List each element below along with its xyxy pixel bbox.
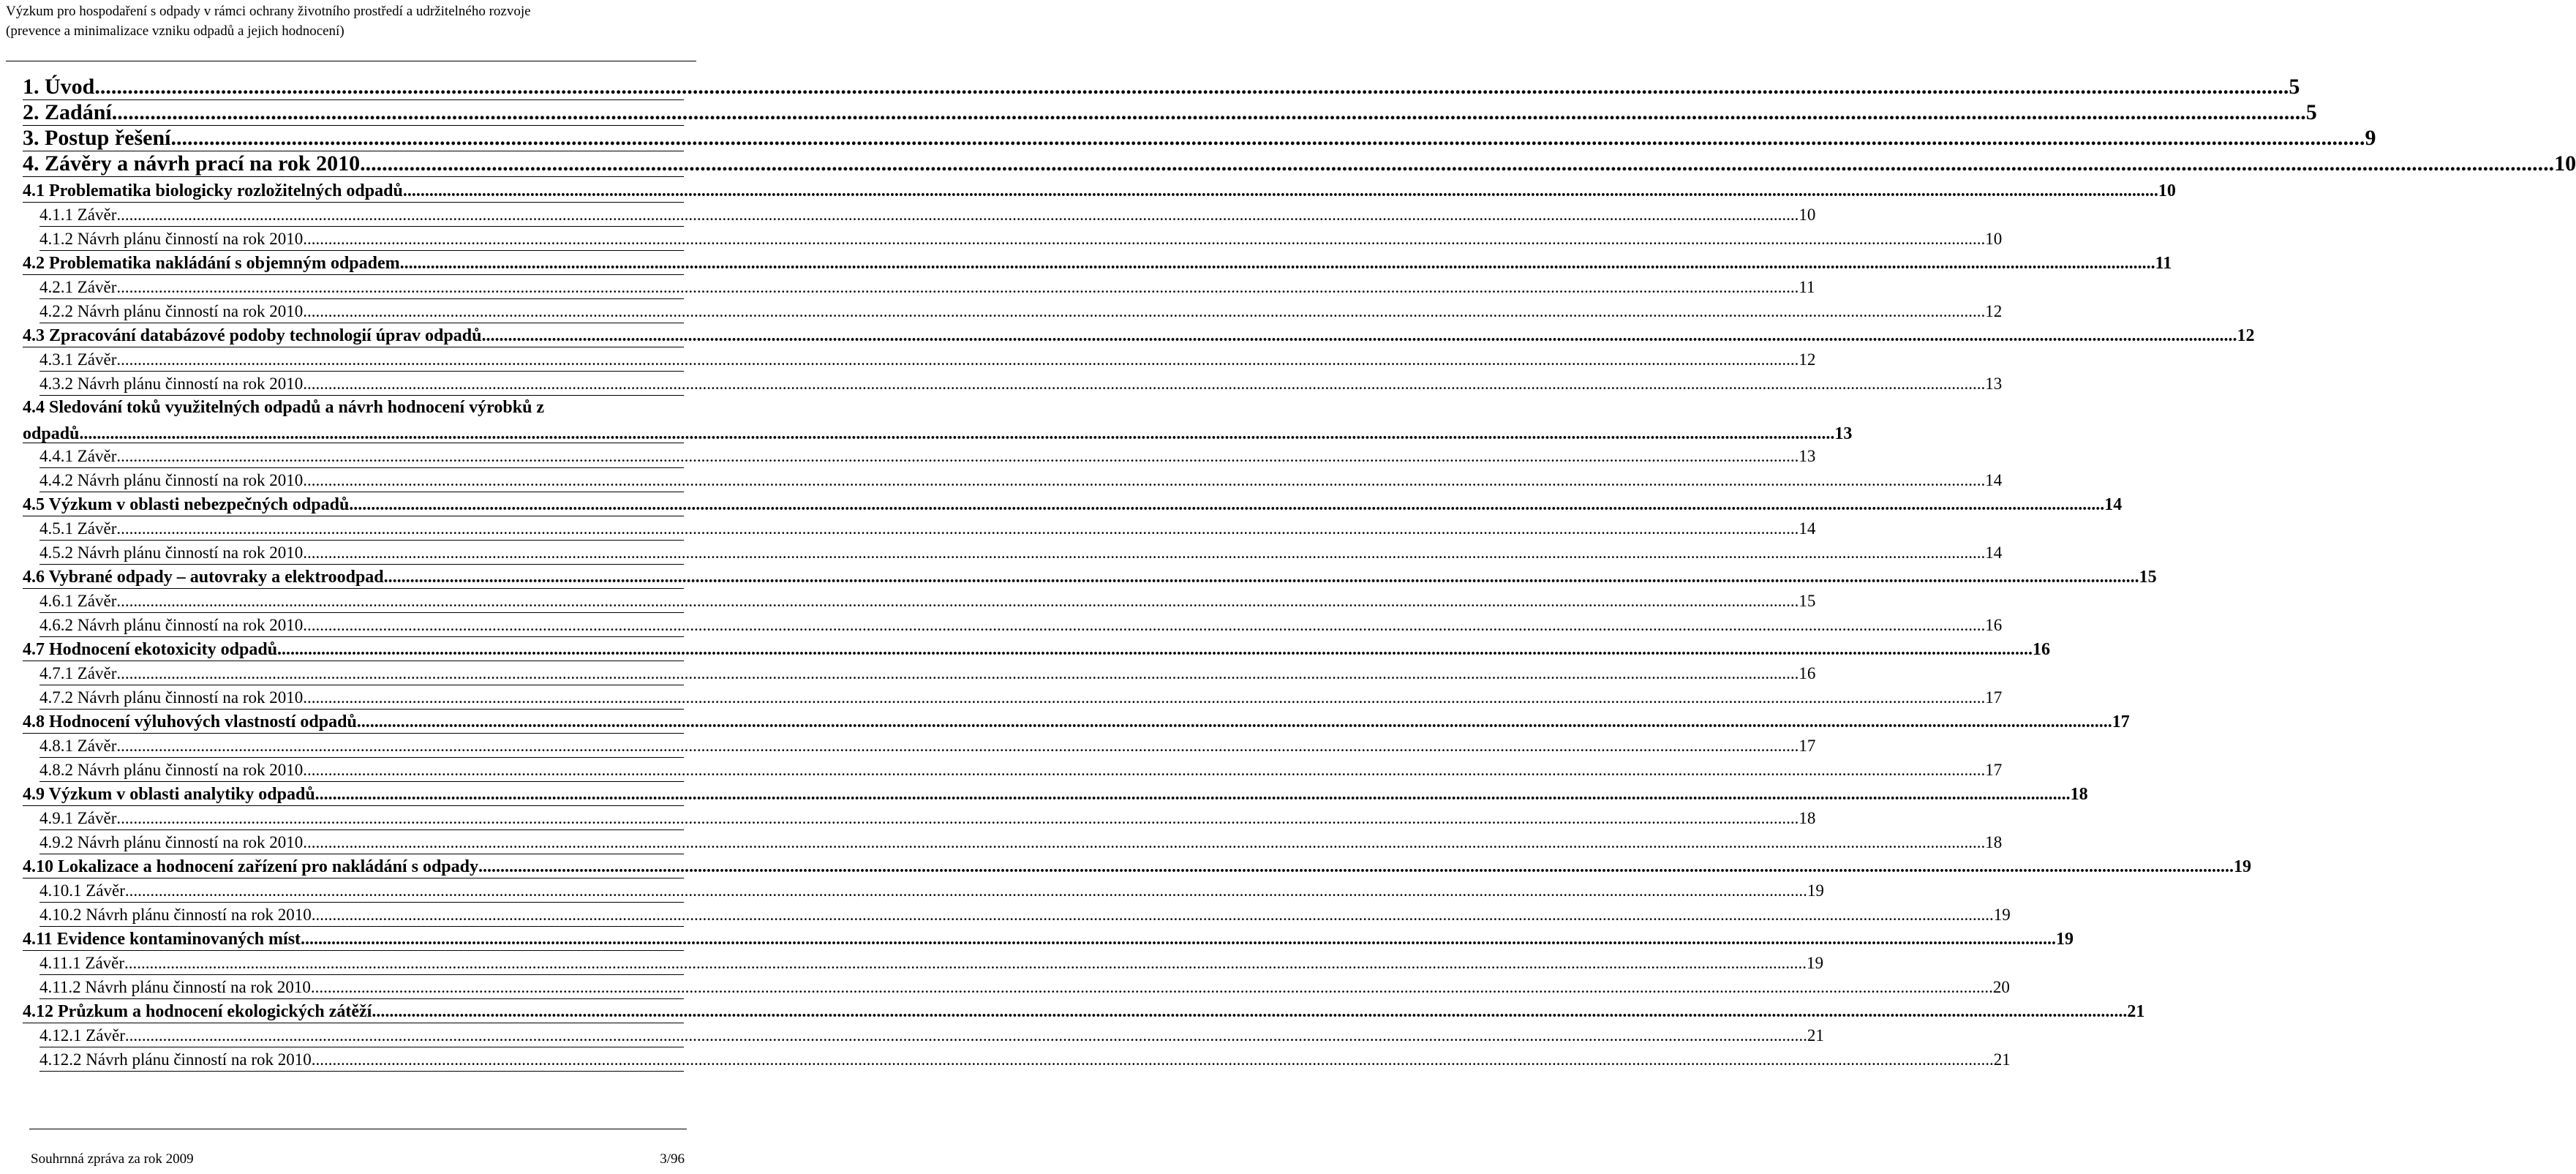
toc-entry[interactable] [39,371,2003,396]
toc-entry-title: 4. Závěry a návrh prací na rok 2010 [23,151,361,176]
toc-entry[interactable] [23,250,2172,275]
toc-entry[interactable] [23,998,2145,1023]
toc-entry-page: 14 [1985,543,2003,562]
toc-entry[interactable] [39,805,1816,830]
toc-entry[interactable] [39,757,2003,782]
toc-entry-title: 4.8.1 Závěr [39,737,117,755]
toc-entry[interactable] [39,274,1815,299]
toc-entry-title: 4.2 Problematika nakládání s objemným odpadem [23,254,400,273]
toc-leader-dots: ................................................................................................................................................................................................................................................................................................................................................................................................................ [116,206,1799,224]
toc-leader-dots: ................................................................................................................................................................................................................................................................................................................................................................................................................ [303,471,1986,489]
header-line-1: Výzkum pro hospodaření s odpady v rámci ochrany životního prostředí a udržitelného rozvoje [6,4,531,19]
toc-leader-dots: ................................................................................................................................................................................................................................................................................................................................................................................................................ [383,568,2139,587]
toc-leader-dots: ................................................................................................................................................................................................................................................................................................................................................................................................................ [116,737,1799,755]
toc-entry[interactable] [39,661,1816,685]
toc-entry[interactable] [39,950,1824,975]
toc-entry-title: 4.5.2 Návrh plánu činností na rok 2010 [39,543,304,562]
toc-entry-page: 17 [1985,761,2003,779]
toc-leader-dots: ................................................................................................................................................................................................................................................................................................................................................................................................................ [478,857,2234,876]
toc-leader-dots: ................................................................................................................................................................................................................................................................................................................................................................................................................ [303,761,1986,779]
toc-leader-dots: ................................................................................................................................................................................................................................................................................................................................................................................................................ [481,326,2237,345]
toc-entry-title: 4.7.1 Závěr [39,664,117,682]
toc-entry[interactable] [23,636,2051,661]
toc-entry-page: 10 [1799,206,1816,224]
toc-entry-page: 11 [1799,278,1815,296]
toc-entry[interactable] [39,829,2003,854]
toc-entry-title: 4.3 Zpracování databázové podoby technologií úprav odpadů [23,326,482,345]
toc-leader-dots: ................................................................................................................................................................................................................................................................................................................................................................................................................ [116,519,1799,538]
toc-entry[interactable] [23,126,2376,151]
toc-entry-page: 19 [1993,906,2011,924]
toc-entry[interactable] [39,1023,1824,1047]
toc-leader-dots: ................................................................................................................................................................................................................................................................................................................................................................................................................ [124,954,1807,972]
toc-entry-page: 21 [1807,1026,1824,1045]
toc-entry[interactable] [23,709,2130,734]
toc-leader-dots: ................................................................................................................................................................................................................................................................................................................................................................................................................ [315,785,2071,804]
toc-entry-title: 4.6.2 Návrh plánu činností na rok 2010 [39,616,304,634]
toc-entry-title: 3. Postup řešení [23,126,171,150]
toc-entry[interactable] [39,540,2003,565]
toc-leader-dots: ................................................................................................................................................................................................................................................................................................................................................................................................................ [303,688,1986,707]
toc-entry-title: 4.11 Evidence kontaminovaných míst [23,930,301,949]
toc-entry[interactable] [23,75,2300,100]
toc-entry-page: 21 [2127,1002,2145,1021]
toc-entry[interactable] [39,733,1816,758]
toc-leader-dots: ................................................................................................................................................................................................................................................................................................................................................................................................................ [111,100,2306,124]
page-header [6,1,696,41]
toc-entry-page: 13 [1834,424,1853,443]
toc-entry-page: 13 [1985,375,2003,393]
toc-entry-title: 4.1 Problematika biologicky rozložitelných odpadů [23,181,403,200]
toc-leader-dots: ................................................................................................................................................................................................................................................................................................................................................................................................................ [349,495,2105,514]
toc-entry-title: 4.2.1 Závěr [39,278,117,296]
toc-entry-title: 1. Úvod [23,75,95,99]
toc-leader-dots: ................................................................................................................................................................................................................................................................................................................................................................................................................ [116,350,1799,369]
toc-entry-page: 19 [1807,954,1824,972]
toc-entry-title: 4.12 Průzkum a hodnocení ekologických zátěží [23,1002,372,1021]
toc-entry-title: 4.5.1 Závěr [39,519,117,538]
toc-leader-dots: ................................................................................................................................................................................................................................................................................................................................................................................................................ [170,126,2365,150]
toc-leader-dots: ................................................................................................................................................................................................................................................................................................................................................................................................................ [303,230,1986,248]
toc-entry-page: 15 [1799,592,1816,610]
toc-entry-title: 4.3.1 Závěr [39,350,117,369]
toc-entry-page: 5 [2305,100,2317,124]
toc-entry-page: 11 [2155,254,2172,273]
toc-entry-page: 14 [1799,519,1816,538]
toc-entry-page: 10 [2554,151,2576,176]
toc-entry-page: 10 [2158,181,2176,200]
toc-entry-page: 16 [2033,640,2051,659]
toc-entry-title: 4.3.2 Návrh plánu činností na rok 2010 [39,375,304,393]
toc-leader-dots: ................................................................................................................................................................................................................................................................................................................................................................................................................ [372,1002,2128,1021]
footer-title: Souhrnná zpráva za rok 2009 [31,1151,194,1167]
toc-entry[interactable] [23,926,2074,951]
toc-entry-title: 4.9.1 Závěr [39,809,117,827]
toc-leader-dots: ................................................................................................................................................................................................................................................................................................................................................................................................................ [94,75,2289,99]
toc-entry[interactable] [39,443,1816,468]
toc-entry[interactable] [39,902,2011,927]
toc-entry-title: 4.8 Hodnocení výluhových vlastností odpadů [23,712,357,731]
toc-entry-title: 4.11.2 Návrh plánu činností na rok 2010 [39,978,311,996]
toc-entry-title: 4.7 Hodnocení ekotoxicity odpadů [23,640,278,659]
toc-entry[interactable] [23,854,2251,878]
toc-leader-dots: ................................................................................................................................................................................................................................................................................................................................................................................................................ [303,375,1986,393]
toc-entry-page: 10 [1985,230,2003,248]
toc-leader-dots: ................................................................................................................................................................................................................................................................................................................................................................................................................ [303,616,1986,634]
toc-entry[interactable] [39,226,2003,251]
toc-entry-title: 4.1.2 Návrh plánu činností na rok 2010 [39,230,304,248]
toc-entry[interactable] [23,781,2088,806]
toc-entry-title: 4.4.2 Návrh plánu činností na rok 2010 [39,471,304,489]
toc-entry[interactable] [39,347,1816,372]
toc-entry-page: 13 [1799,447,1816,465]
toc-entry-page: 16 [1985,616,2003,634]
toc-entry[interactable] [39,298,2003,323]
toc-entry-page: 12 [1799,350,1816,369]
toc-entry-title: 4.9 Výzkum v oblasti analytiky odpadů [23,785,315,804]
toc-leader-dots: ................................................................................................................................................................................................................................................................................................................................................................................................................ [277,640,2033,659]
toc-leader-dots: ................................................................................................................................................................................................................................................................................................................................................................................................................ [311,1050,1994,1069]
toc-entry-title-cont: odpadů [23,424,80,443]
toc-leader-dots: ................................................................................................................................................................................................................................................................................................................................................................................................................ [360,151,2555,176]
toc-entry[interactable] [39,1047,2011,1072]
toc-leader-dots: ................................................................................................................................................................................................................................................................................................................................................................................................................ [301,930,2057,949]
toc-leader-dots: ................................................................................................................................................................................................................................................................................................................................................................................................................ [124,1026,1807,1045]
toc-entry-page: 17 [1985,688,2003,707]
toc-leader-dots: ................................................................................................................................................................................................................................................................................................................................................................................................................ [116,664,1799,682]
toc-leader-dots: ................................................................................................................................................................................................................................................................................................................................................................................................................ [402,181,2158,200]
toc-leader-dots: ................................................................................................................................................................................................................................................................................................................................................................................................................ [303,543,1986,562]
toc-entry-page: 17 [1799,737,1816,755]
toc-leader-dots: ................................................................................................................................................................................................................................................................................................................................................................................................................ [116,592,1799,610]
toc-entry-title: 4.9.2 Návrh plánu činností na rok 2010 [39,833,304,851]
toc-entry[interactable] [23,100,2317,126]
toc-entry[interactable] [39,588,1816,613]
toc-entry-page: 18 [1799,809,1816,827]
toc-entry-page: 5 [2289,75,2300,99]
toc-entry-page: 14 [1985,471,2003,489]
toc-entry-page: 18 [2070,785,2088,804]
toc-leader-dots: ................................................................................................................................................................................................................................................................................................................................................................................................................ [116,447,1799,465]
toc-entry-title: 2. Zadání [23,100,112,124]
toc-entry-title: 4.4 Sledování toků využitelných odpadů a návrh hodnocení výrobků z [23,398,545,417]
toc-entry[interactable] [23,564,2157,589]
toc-leader-dots: ................................................................................................................................................................................................................................................................................................................................................................................................................ [303,833,1986,851]
toc-entry-page: 9 [2365,126,2376,150]
toc-entry-page: 21 [1993,1050,2011,1069]
toc-leader-dots: ................................................................................................................................................................................................................................................................................................................................................................................................................ [303,302,1986,320]
toc-leader-dots: ................................................................................................................................................................................................................................................................................................................................................................................................................ [310,978,1993,996]
toc-leader-dots: ................................................................................................................................................................................................................................................................................................................................................................................................................ [399,254,2155,273]
toc-leader-dots: ................................................................................................................................................................................................................................................................................................................................................................................................................ [116,278,1799,296]
toc-entry-page: 14 [2104,495,2123,514]
toc-entry-title: 4.5 Výzkum v oblasti nebezpečných odpadů [23,495,350,514]
toc-entry-page: 15 [2139,568,2157,587]
toc-entry-page: 20 [1992,978,2010,996]
toc-entry[interactable] [39,467,2003,492]
toc-entry[interactable] [23,151,2576,177]
toc-entry[interactable] [23,323,2255,347]
toc-entry[interactable] [23,178,2176,203]
toc-entry[interactable] [39,202,1816,227]
toc-entry-title: 4.6.1 Závěr [39,592,117,610]
toc-entry[interactable] [39,878,1824,903]
toc-entry-title: 4.11.1 Závěr [39,954,125,972]
toc-entry-title: 4.4.1 Závěr [39,447,117,465]
toc-entry[interactable] [39,685,2003,710]
toc-entry-page: 12 [1985,302,2003,320]
toc-entry-page: 17 [2112,712,2130,731]
toc-entry-page: 16 [1799,664,1816,682]
toc-entry-title: 4.12.2 Návrh plánu činností na rok 2010 [39,1050,312,1069]
toc-entry[interactable] [39,612,2003,637]
toc-leader-dots: ................................................................................................................................................................................................................................................................................................................................................................................................................ [79,424,1835,443]
toc-entry[interactable] [39,974,2010,999]
toc-entry-title: 4.10 Lokalizace a hodnocení zařízení pro nakládání s odpady [23,857,478,876]
toc-leader-dots: ................................................................................................................................................................................................................................................................................................................................................................................................................ [116,809,1799,827]
toc-entry[interactable] [23,395,1853,443]
toc-entry-title: 4.7.2 Návrh plánu činností na rok 2010 [39,688,304,707]
toc-entry-title: 4.6 Vybrané odpady – autovraky a elektroodpad [23,568,384,587]
toc-leader-dots: ................................................................................................................................................................................................................................................................................................................................................................................................................ [124,881,1807,900]
footer-page-number: 3/96 [660,1151,685,1167]
toc-entry[interactable] [39,516,1816,541]
toc-entry-title: 4.10.1 Závěr [39,881,125,900]
toc-entry-page: 18 [1985,833,2003,851]
toc-entry-title: 4.10.2 Návrh plánu činností na rok 2010 [39,906,312,924]
header-line-2: (prevence a minimalizace vzniku odpadů a jejich hodnocení) [6,23,344,39]
toc-entry-title: 4.1.1 Závěr [39,206,117,224]
toc-leader-dots: ................................................................................................................................................................................................................................................................................................................................................................................................................ [311,906,1994,924]
toc-entry-page: 19 [1807,881,1824,900]
toc-entry-title: 4.12.1 Závěr [39,1026,125,1045]
toc-leader-dots: ................................................................................................................................................................................................................................................................................................................................................................................................................ [356,712,2112,731]
toc-entry-page: 19 [2233,857,2251,876]
toc-entry-page: 12 [2237,326,2255,345]
toc-entry-page: 19 [2056,930,2074,949]
toc-entry-title: 4.2.2 Návrh plánu činností na rok 2010 [39,302,304,320]
toc-entry[interactable] [23,492,2123,516]
toc-entry-title: 4.8.2 Návrh plánu činností na rok 2010 [39,761,304,779]
